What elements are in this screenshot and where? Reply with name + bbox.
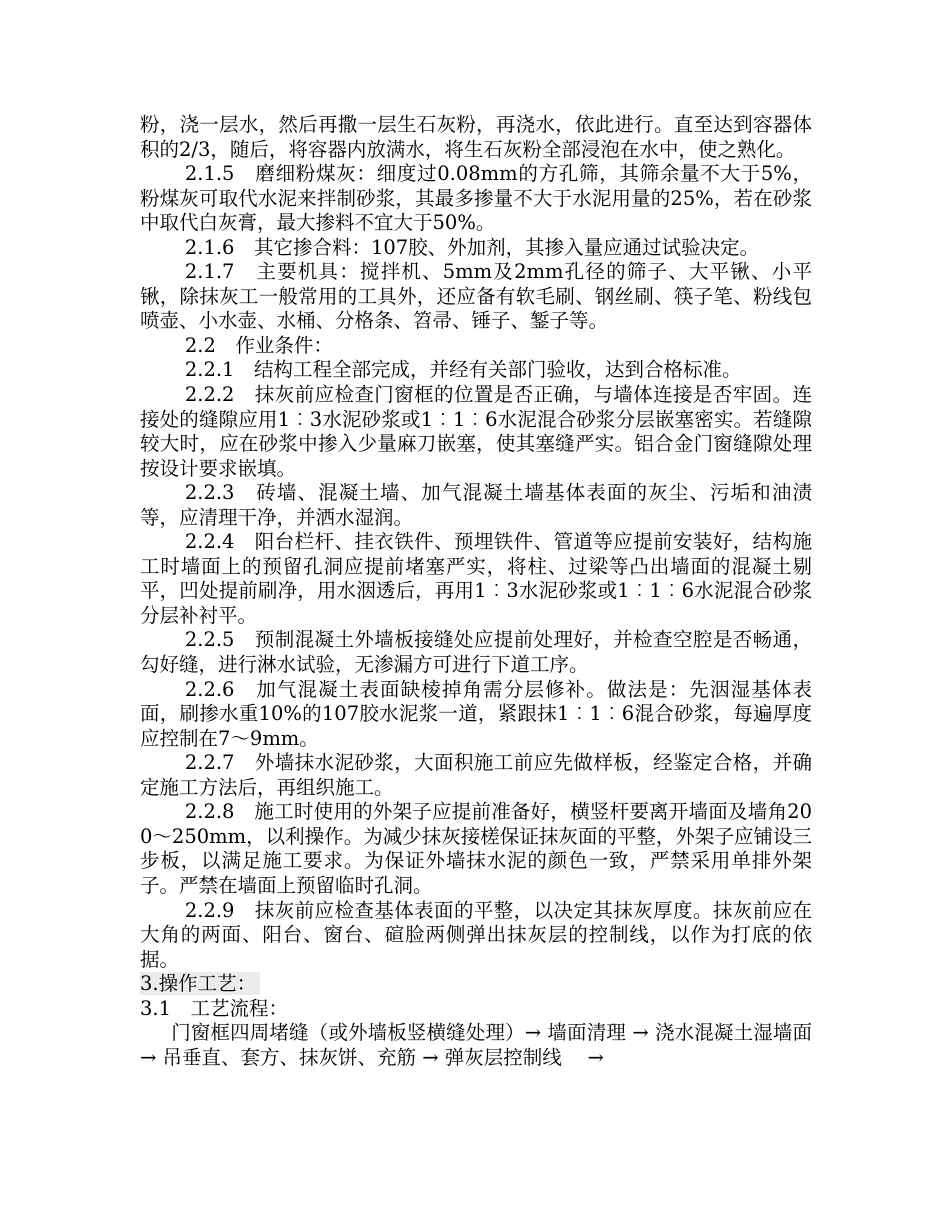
- paragraph-2-2-8: 2.2.8 施工时使用的外架子应提前准备好，横竖杆要离开墙面及墙角200～250mm，以利操作。为减少抹灰接槎保证抹灰面的平整，外架子应铺设三步板，以满足施工要求。为保证外墙抹水泥的颜色一致，严禁采用单排外架子。严禁在墙面上预留临时孔洞。: [140, 800, 812, 897]
- paragraph-2-2-1: 2.2.1 结构工程全部完成，并经有关部门验收，达到合格标准。: [184, 358, 742, 382]
- paragraph-2-2-2: 2.2.2 抹灰前应检查门窗框的位置是否正确，与墙体连接是否牢固。连接处的缝隙应用1︰3水泥砂浆或1︰1︰6水泥混合砂浆分层嵌塞密实。若缝隙较大时，应在砂浆中掺入少量麻刀嵌塞，使其塞缝严实。铝合金门窗缝隙处理按设计要求嵌填。: [140, 383, 812, 480]
- paragraph-2-2-3: 2.2.3 砖墙、混凝土墙、加气混凝土墙基体表面的灰尘、污垢和油渍等，应清理干净，并洒水湿润。: [140, 481, 812, 529]
- process-flow-text: 门窗框四周堵缝（或外墙板竖横缝处理）→ 墙面清理 → 浇水混凝土湿墙面 → 吊垂直、套方、抹灰饼、充筋 → 弹灰层控制线 →: [140, 1021, 832, 1069]
- paragraph-2-1-5: 2.1.5 磨细粉煤灰：细度过0.08mm的方孔筛，其筛余量不大于5%，粉煤灰可取代水泥来拌制砂浆，其最多掺量不大于水泥用量的25%，若在砂浆中取代白灰膏，最大掺料不宜大于50%。: [140, 162, 812, 235]
- paragraph-2-1-6: 2.1.6 其它掺合料：107胶、外加剂，其掺入量应通过试验决定。: [184, 235, 760, 259]
- section-heading-text: 3.操作工艺：: [140, 972, 260, 995]
- paragraph-2-2-6: 2.2.6 加气混凝土表面缺棱掉角需分层修补。做法是：先洇湿基体表面，刷掺水重10%的107胶水泥浆一道，紧跟抹1︰1︰6混合砂浆，每遍厚度应控制在7～9mm。: [140, 677, 812, 750]
- paragraph-2-2: 2.2 作业条件：: [184, 333, 333, 357]
- paragraph-2-2-4: 2.2.4 阳台栏杆、挂衣铁件、预埋铁件、管道等应提前安装好，结构施工时墙面上的预留孔洞应提前堵塞严实，将柱、过梁等凸出墙面的混凝土剔平，凹处提前刷净，用水洇透后，再用1︰3水泥砂浆或1︰1︰6水泥混合砂浆分层补衬平。: [140, 530, 812, 627]
- paragraph-2-2-7: 2.2.7 外墙抹水泥砂浆，大面积施工前应先做样板，经鉴定合格，并确定施工方法后，再组织施工。: [140, 751, 812, 799]
- section-heading-3: [140, 972, 812, 997]
- paragraph-2-2-9: 2.2.9 抹灰前应检查基体表面的平整，以决定其抹灰厚度。抹灰前应在大角的两面、阳台、窗台、碹脸两侧弹出抹灰层的控制线，以作为打底的依据。: [140, 898, 812, 971]
- paragraph-2-2-5: 2.2.5 预制混凝土外墙板接缝处应提前处理好，并检查空腔是否畅通，勾好缝，进行淋水试验，无渗漏方可进行下道工序。: [140, 628, 812, 677]
- paragraph-lime-slaking: 粉，浇一层水，然后再撒一层生石灰粉，再浇水，依此进行。直至达到容器体积的2/3，随后，将容器内放满水，将生石灰粉全部浸泡在水中，使之熟化。: [140, 113, 812, 161]
- document-body: [140, 113, 832, 1070]
- sub-heading-3-1: 3.1 工艺流程：: [140, 996, 289, 1020]
- paragraph-2-1-7: 2.1.7 主要机具：搅拌机、5mm及2mm孔径的筛子、大平锹、小平锹，除抹灰工一般常用的工具外，还应备有软毛刷、钢丝刷、筷子笔、粉线包喷壶、小水壶、水桶、分格条、笤帚、锤子、錾子等。: [140, 260, 812, 333]
